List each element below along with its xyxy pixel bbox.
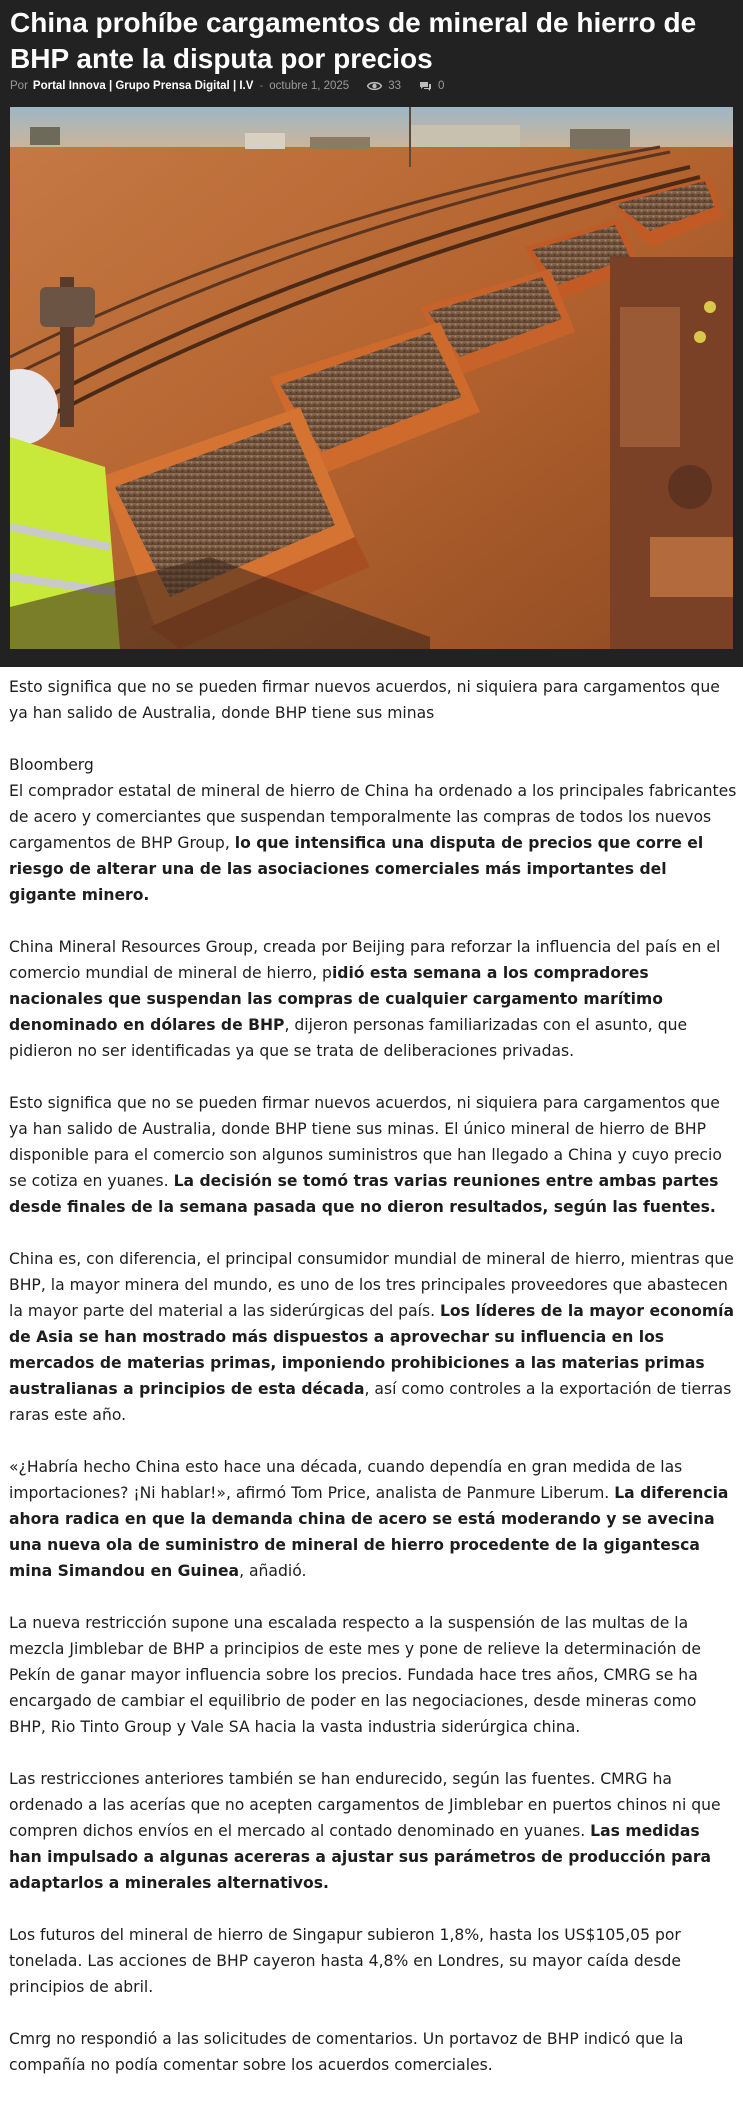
- article-subtitle: Esto significa que no se pueden firmar nuevos acuerdos, ni siquiera para cargamentos que ya han salido de Australia, donde BHP tiene sus minas: [9, 678, 720, 722]
- comment-icon: [419, 81, 432, 92]
- paragraph-5-bold: La diferencia ahora radica en que la demanda china de acero se está moderando y se avecina una nueva ola de suministro de mineral de hierro procedente de la gigantesca mina Simandou en Guinea: [9, 1484, 729, 1580]
- featured-image: [10, 107, 733, 649]
- article-body: [9, 674, 737, 2104]
- publish-date: octubre 1, 2025: [269, 80, 350, 92]
- paragraph-2: [9, 934, 737, 1064]
- article-title: China prohíbe cargamentos de mineral de hierro de BHP ante la disputa por precios: [10, 7, 697, 74]
- paragraph-9: Cmrg no respondió a las solicitudes de comentarios. Un portavoz de BHP indicó que la compañía no podía comentar sobre los acuerdos comerciales.: [9, 2030, 684, 2074]
- paragraph-1: [9, 752, 737, 908]
- views-count: [367, 80, 401, 92]
- eye-icon: [367, 81, 382, 91]
- paragraph-2-text-1: China Mineral Resources Group, creada por Beijing para reforzar la influencia del país en el comercio mundial de mineral de hierro, p: [9, 938, 721, 982]
- comments-link[interactable]: [419, 80, 444, 92]
- byline-label: Por: [10, 80, 28, 92]
- paragraph-6: La nueva restricción supone una escalada respecto a la suspensión de las multas de la mezcla Jimblebar de BHP a principios de este mes y pone de relieve la determinación de Pekín de ganar mayor influencia sobre los precios. Fundada hace tres años, CMRG se ha encargado de cambiar el equilibrio de poder en las negociaciones, desde mineras como BHP, Rio Tinto Group y Vale SA hacia la vasta industria siderúrgica china.: [9, 1614, 702, 1736]
- paragraph-2-text-2: , dijeron personas familiarizadas con el asunto, que pidieron no ser identificadas ya que se trata de deliberaciones privadas.: [9, 1016, 688, 1060]
- paragraph-5-text-1: «¿Habría hecho China esto hace una década, cuando dependía en gran medida de las importaciones? ¡Ni hablar!», afirmó Tom Price, analista de Panmure Liberum.: [9, 1458, 683, 1502]
- paragraph-4-text-1: China es, con diferencia, el principal consumidor mundial de mineral de hierro, mientras que BHP, la mayor minera del mundo, es uno de los tres principales proveedores que abastecen la mayor parte del material a las siderúrgicas del país.: [9, 1250, 734, 1320]
- paragraph-1-bold: lo que intensifica una disputa de precios que corre el riesgo de alterar una de las asociaciones comerciales más importantes del gigante minero.: [9, 834, 704, 904]
- source-label: Bloomberg: [9, 756, 94, 774]
- paragraph-5-text-2: , añadió.: [239, 1562, 307, 1580]
- paragraph-7: [9, 1766, 737, 1896]
- author-link[interactable]: Portal Innova | Grupo Prensa Digital | I.V: [32, 80, 254, 92]
- paragraph-3-text: Esto significa que no se pueden firmar nuevos acuerdos, ni siquiera para cargamentos que ya han salido de Australia, donde BHP tiene sus minas. El único mineral de hierro de BHP disponible para el comercio son algunos suministros que han llegado a China y cuyo precio se cotiza en yuanes.: [9, 1094, 722, 1190]
- paragraph-1-text: El comprador estatal de mineral de hierro de China ha ordenado a los principales fabricantes de acero y comerciantes que suspendan temporalmente las compras de todos los nuevos cargamentos de BHP Group,: [9, 782, 737, 852]
- paragraph-2-bold: idió esta semana a los compradores nacionales que suspendan las compras de cualquier cargamento marítimo denominado en dólares de BHP: [9, 964, 663, 1034]
- comments-value: 0: [437, 80, 445, 92]
- paragraph-3-bold: La decisión se tomó tras varias reuniones entre ambas partes desde finales de la semana pasada que no dieron resultados, según las fuentes.: [9, 1172, 719, 1216]
- paragraph-3: [9, 1090, 737, 1220]
- article-meta: [10, 75, 444, 97]
- iron-ore-train-photo: [10, 107, 733, 649]
- paragraph-4-bold: Los líderes de la mayor economía de Asia se han mostrado más dispuestos a aprovechar su influencia en los mercados de materias primas, imponiendo prohibiciones a las materias primas australianas a principios de esta década: [9, 1302, 734, 1398]
- paragraph-5: [9, 1454, 737, 1584]
- paragraph-8: Los futuros del mineral de hierro de Singapur subieron 1,8%, hasta los US$105,05 por tonelada. Las acciones de BHP cayeron hasta 4,8% en Londres, su mayor caída desde principios de abril.: [9, 1926, 681, 1996]
- paragraph-4: [9, 1246, 737, 1428]
- article-header: [0, 0, 743, 667]
- paragraph-4-text-2: , así como controles a la exportación de tierras raras este año.: [9, 1380, 732, 1424]
- paragraph-7-text: Las restricciones anteriores también se han endurecido, según las fuentes. CMRG ha ordenado a las acerías que no acepten cargamentos de Jimblebar en puertos chinos ni que compren dichos envíos en el mercado al contado denominado en yuanes.: [9, 1770, 721, 1840]
- meta-separator: -: [259, 80, 264, 92]
- views-value: 33: [388, 80, 401, 92]
- paragraph-7-bold: Las medidas han impulsado a algunas acereras a ajustar sus parámetros de producción para adaptarlos a minerales alternativos.: [9, 1822, 712, 1892]
